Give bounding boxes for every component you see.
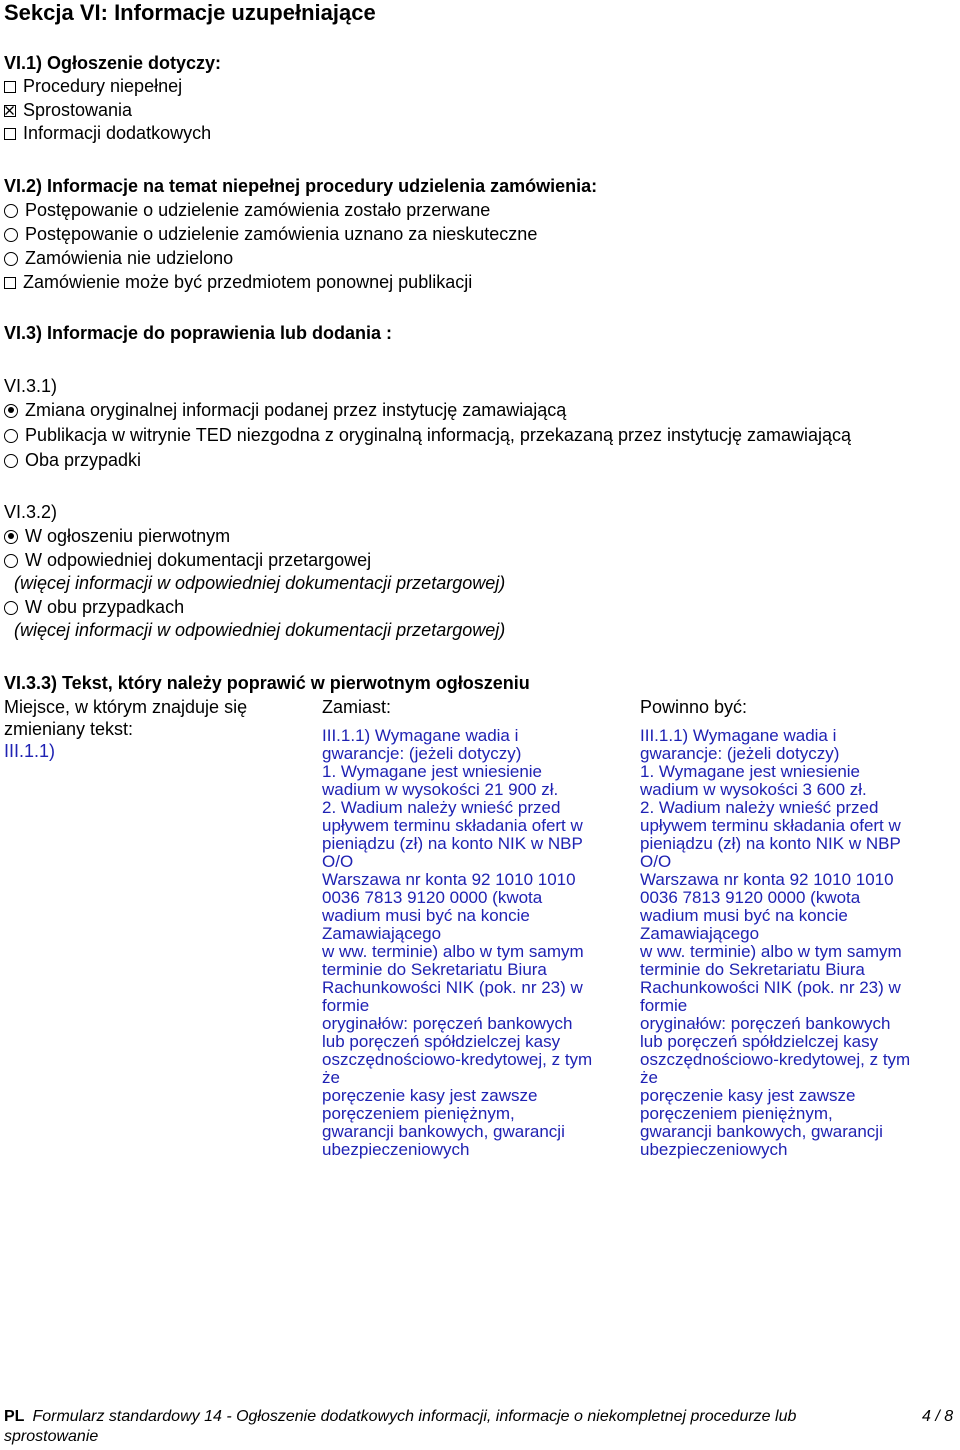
vi31-radio-zmiana[interactable]: Zmiana oryginalnej informacji podanej przez instytucję zamawiającą	[4, 400, 566, 421]
text-line: lub poręczeń spółdzielczej kasy	[640, 1032, 879, 1051]
text-line: wadium w wysokości 21 900 zł.	[322, 780, 559, 799]
text-line: Rachunkowości NIK (pok. nr 23) w	[640, 978, 901, 997]
vi33-heading: VI.3.3) Tekst, który należy poprawić w pierwotnym ogłoszeniu	[4, 673, 530, 693]
text-line: w ww. terminie) albo w tym samym	[640, 942, 902, 961]
text-line: ubezpieczeniowych	[640, 1140, 788, 1159]
text-line: 0036 7813 9120 0000 (kwota	[322, 888, 543, 907]
text-line: poręczenie kasy jest zawsze	[322, 1086, 538, 1105]
text-line: gwarancje: (jeżeli dotyczy)	[322, 744, 522, 763]
vi32-radio-dokumentacja[interactable]: W odpowiedniej dokumentacji przetargowej	[4, 550, 371, 571]
text-line: ubezpieczeniowych	[322, 1140, 470, 1159]
text-line: Warszawa nr konta 92 1010 1010	[322, 870, 576, 889]
text-line: wadium musi być na koncie	[322, 906, 530, 925]
text-line: oryginałów: poręczeń bankowych	[640, 1014, 891, 1033]
vi3-heading: VI.3) Informacje do poprawienia lub dodania :	[4, 323, 393, 343]
vi32-heading: VI.3.2)	[4, 502, 58, 522]
vi2-heading: VI.2) Informacje na temat niepełnej procedury udzielenia zamówienia:	[4, 176, 598, 196]
text-line: gwarancji bankowych, gwarancji	[640, 1122, 883, 1141]
text-line: oszczędnościowo-kredytowej, z tym	[640, 1050, 911, 1069]
text-line: gwarancji bankowych, gwarancji	[322, 1122, 565, 1141]
vi31-radio-oba[interactable]: Oba przypadki	[4, 450, 141, 471]
radio-empty-icon	[4, 601, 18, 615]
text-line: III.1.1) Wymagane wadia i	[322, 726, 519, 745]
footer-lang: PL	[4, 1408, 25, 1425]
text-line: poręczeniem pieniężnym,	[640, 1104, 833, 1123]
text-line: że	[322, 1068, 340, 1087]
text-line: terminie do Sekretariatu Biura	[640, 960, 865, 979]
radio-selected-icon	[4, 404, 18, 418]
checkbox-empty-icon	[4, 128, 16, 140]
should-label: Powinno być:	[640, 697, 748, 717]
footer-page-number: 4 / 8	[922, 1408, 954, 1425]
vi2-checkbox-ponowna-publikacja[interactable]: Zamówienie może być przedmiotem ponownej publikacji	[4, 272, 472, 293]
text-line: Zamawiającego	[640, 924, 760, 943]
checkbox-empty-icon	[4, 277, 16, 289]
footer-form-line2: sprostowanie	[4, 1428, 99, 1445]
text-line: wadium musi być na koncie	[640, 906, 848, 925]
place-value: III.1.1)	[4, 741, 56, 761]
instead-label: Zamiast:	[322, 697, 392, 717]
text-line: wadium w wysokości 3 600 zł.	[640, 780, 867, 799]
vi32-note-dokumentacja: (więcej informacji w odpowiedniej dokumentacji przetargowej)	[14, 573, 506, 593]
text-line: w ww. terminie) albo w tym samym	[322, 942, 584, 961]
text-line: że	[640, 1068, 658, 1087]
text-line: formie	[322, 996, 370, 1015]
instead-text	[322, 727, 638, 1159]
text-line: formie	[640, 996, 688, 1015]
text-line: Warszawa nr konta 92 1010 1010	[640, 870, 894, 889]
radio-empty-icon	[4, 454, 18, 468]
text-line: lub poręczeń spółdzielczej kasy	[322, 1032, 561, 1051]
text-line: Rachunkowości NIK (pok. nr 23) w	[322, 978, 583, 997]
text-line: upływem terminu składania ofert w	[322, 816, 583, 835]
text-line: pieniądzu (zł) na konto NIK w NBP	[640, 834, 901, 853]
footer-form-title: Formularz standardowy 14 - Ogłoszenie dodatkowych informacji, informacje o niekompletnej procedurze lub	[32, 1408, 797, 1425]
vi1-option-sprostowania[interactable]: Sprostowania	[4, 100, 132, 121]
text-line: poręczeniem pieniężnym,	[322, 1104, 515, 1123]
vi1-option-informacji[interactable]: Informacji dodatkowych	[4, 123, 211, 144]
text-line: 1. Wymagane jest wniesienie	[322, 762, 543, 781]
radio-empty-icon	[4, 204, 18, 218]
vi31-radio-publikacja-ted[interactable]: Publikacja w witrynie TED niezgodna z oryginalną informacją, przekazaną przez instytucję zamawiającą	[4, 425, 851, 446]
checkbox-empty-icon	[4, 81, 16, 93]
text-line: 2. Wadium należy wnieść przed	[640, 798, 879, 817]
text-line: poręczenie kasy jest zawsze	[640, 1086, 856, 1105]
vi2-radio-przerwane[interactable]: Postępowanie o udzielenie zamówienia zostało przerwane	[4, 200, 490, 221]
text-line: gwarancje: (jeżeli dotyczy)	[640, 744, 840, 763]
vi1-heading: VI.1) Ogłoszenie dotyczy:	[4, 53, 222, 73]
radio-empty-icon	[4, 554, 18, 568]
should-text	[640, 727, 956, 1159]
text-line: O/O	[640, 852, 672, 871]
place-label-line1: Miejsce, w którym znajduje się	[4, 697, 248, 717]
vi2-radio-nieskuteczne[interactable]: Postępowanie o udzielenie zamówienia uznano za nieskuteczne	[4, 224, 537, 245]
vi32-radio-ogloszenie-pierwotne[interactable]: W ogłoszeniu pierwotnym	[4, 526, 230, 547]
text-line: pieniądzu (zł) na konto NIK w NBP	[322, 834, 583, 853]
footer-form-line1	[4, 1408, 796, 1426]
place-label-line2: zmieniany tekst:	[4, 719, 134, 739]
text-line: 1. Wymagane jest wniesienie	[640, 762, 861, 781]
text-line: terminie do Sekretariatu Biura	[322, 960, 547, 979]
text-line: Zamawiającego	[322, 924, 442, 943]
radio-selected-icon	[4, 530, 18, 544]
radio-empty-icon	[4, 429, 18, 443]
vi32-radio-obu-przypadkach[interactable]: W obu przypadkach	[4, 597, 184, 618]
radio-empty-icon	[4, 228, 18, 242]
text-line: 2. Wadium należy wnieść przed	[322, 798, 561, 817]
checkbox-checked-icon	[4, 105, 16, 117]
radio-empty-icon	[4, 252, 18, 266]
section-title: Sekcja VI: Informacje uzupełniające	[4, 0, 376, 25]
text-line: III.1.1) Wymagane wadia i	[640, 726, 837, 745]
text-line: 0036 7813 9120 0000 (kwota	[640, 888, 861, 907]
vi31-heading: VI.3.1)	[4, 376, 58, 396]
text-line: O/O	[322, 852, 354, 871]
text-line: upływem terminu składania ofert w	[640, 816, 901, 835]
vi33-place-column	[4, 696, 294, 762]
vi32-note-obu: (więcej informacji w odpowiedniej dokumentacji przetargowej)	[14, 620, 506, 640]
text-line: oszczędnościowo-kredytowej, z tym	[322, 1050, 593, 1069]
text-line: oryginałów: poręczeń bankowych	[322, 1014, 573, 1033]
vi1-option-procedury[interactable]: Procedury niepełnej	[4, 76, 182, 97]
vi2-radio-nie-udzielono[interactable]: Zamówienia nie udzielono	[4, 248, 233, 269]
